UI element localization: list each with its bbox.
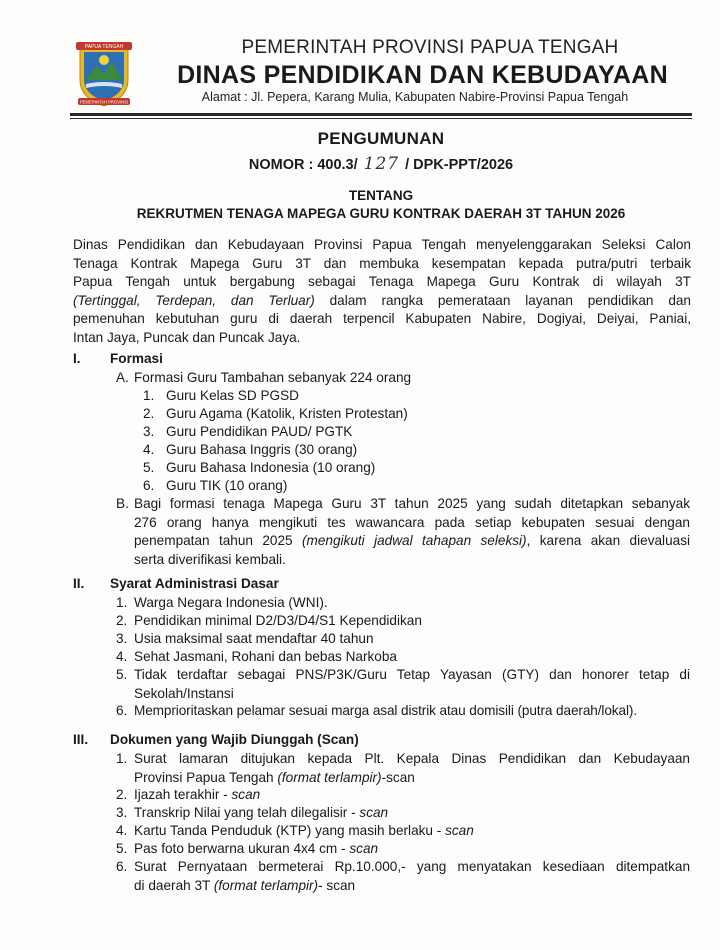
list-item (134, 822, 474, 841)
list-marker: 3. (116, 805, 128, 820)
intro-line: Papua Tengah untuk bergabung sebagai Tenaga Mapega Guru Kontrak di wilayah 3T (73, 274, 691, 289)
intro-rest: dalam rangka pemerataan layanan pendidikan dan (314, 292, 691, 308)
list-item: Pendidikan minimal D2/D3/D4/S1 Kependidikan (134, 613, 422, 628)
logo-banner-top: PAPUA TENGAH (84, 44, 124, 50)
announcement-subject: REKRUTMEN TENAGA MAPEGA GURU KONTRAK DAERAH 3T TAHUN 2026 (136, 206, 626, 221)
intro-line: pemenuhan kebutuhan guru di daerah terpencil Kabupaten Nabire, Dogiyai, Deiyai, Paniai, (73, 311, 691, 326)
item-line: Surat lamaran ditujukan kepada Plt. Kepala Dinas Pendidikan dan Kebudayaan (134, 751, 690, 766)
list-marker: 6. (143, 478, 155, 493)
item-text: -scan (381, 769, 415, 785)
list-marker: A. (116, 370, 129, 385)
item-italic: (mengikuti jadwal tahapan seleksi) (301, 533, 527, 548)
section-title: Syarat Administrasi Dasar (110, 576, 279, 591)
logo-banner-bottom: PEMERINTAH PROVINSI (79, 99, 129, 105)
list-item: Warga Negara Indonesia (WNI). (134, 595, 328, 610)
item-line (134, 877, 690, 896)
item-line (134, 769, 690, 788)
list-item: Formasi Guru Tambahan sebanyak 224 orang (134, 370, 412, 385)
item-italic: (format terlampir) (277, 769, 382, 785)
list-marker: 5. (116, 667, 128, 682)
list-item: Guru Bahasa Inggris (30 orang) (166, 442, 358, 457)
item-line: Bagi formasi tenaga Mapega Guru 3T tahun 2025 yang sudah ditetapkan sebanyak (134, 496, 690, 511)
item-line: serta diverifikasi kembali. (134, 551, 286, 567)
item-line: Tidak terdaftar sebagai PNS/P3K/Guru Tetap Yayasan (GTY) dan honorer tetap di (134, 667, 690, 682)
list-marker: 3. (116, 631, 128, 646)
list-marker: 1. (143, 388, 155, 403)
item-line (134, 532, 690, 551)
list-item (134, 804, 388, 823)
office-address: Alamat : Jl. Pepera, Karang Mulia, Kabupaten Nabire-Provinsi Papua Tengah (201, 90, 629, 104)
department-name: DINAS PENDIDIKAN DAN KEBUDAYAAN (177, 61, 668, 89)
list-item: Guru Kelas SD PGSD (166, 388, 299, 403)
list-item (134, 666, 690, 703)
government-name: PEMERINTAH PROVINSI PAPUA TENGAH (241, 37, 619, 58)
item-italic: scan (445, 823, 474, 838)
list-item: Guru Pendidikan PAUD/ PGTK (166, 424, 353, 439)
announcement-title: PENGUMUNAN (317, 129, 445, 148)
list-marker: 6. (116, 703, 128, 718)
list-marker: 4. (116, 823, 128, 838)
section-number: II. (73, 576, 85, 591)
list-item: Guru TIK (10 orang) (166, 478, 288, 493)
item-line: Sekolah/Instansi (134, 685, 234, 701)
intro-line: Intan Jaya, Puncak dan Puncak Jaya. (73, 329, 301, 345)
list-marker: 5. (116, 841, 128, 856)
list-marker: 3. (143, 424, 155, 439)
number-prefix: NOMOR : 400.3/ (248, 157, 358, 173)
item-italic: scan (359, 805, 389, 820)
list-item: Memprioritaskan pelamar sesuai marga asal distrik atau domisili (putra daerah/lokal). (134, 703, 637, 718)
item-text: , karena akan dievaluasi (526, 533, 691, 548)
list-item: Sehat Jasmani, Rohani dan bebas Narkoba (134, 649, 397, 664)
list-item: Guru Agama (Katolik, Kristen Protestan) (166, 406, 408, 421)
intro-line: Dinas Pendidikan dan Kebudayaan Provinsi Papua Tengah menyelenggarakan Seleksi Calon (73, 237, 691, 252)
list-marker: 4. (116, 649, 128, 664)
item-text: Ijazah terakhir - (134, 787, 232, 802)
document-number (70, 154, 692, 174)
list-marker: 2. (116, 613, 128, 628)
list-item: Usia maksimal saat mendaftar 40 tahun (134, 631, 374, 646)
list-marker: 1. (116, 595, 128, 610)
list-item (134, 495, 690, 569)
handwritten-number: 127 (363, 154, 400, 174)
province-emblem-icon (72, 40, 136, 108)
section-number: III. (73, 732, 89, 747)
list-item: Guru Bahasa Indonesia (10 orang) (166, 460, 376, 475)
list-marker: 5. (143, 460, 155, 475)
intro-paragraph (73, 236, 691, 347)
item-text: Provinsi Papua Tengah (134, 769, 278, 785)
list-marker: 2. (116, 787, 128, 802)
intro-italic: (Tertinggal, Terdepan, dan Terluar) (73, 292, 315, 308)
list-item (134, 858, 690, 895)
list-marker: 6. (116, 859, 128, 874)
item-italic: scan (349, 841, 379, 856)
list-marker: 1. (116, 751, 128, 766)
section-number: I. (73, 351, 81, 366)
intro-line (73, 292, 691, 311)
item-line: Surat Pernyataan bermeterai Rp.10.000,- yang menyatakan kesediaan ditempatkan (134, 859, 690, 874)
about-label: TENTANG (348, 188, 414, 203)
section-title: Dokumen yang Wajib Diunggah (Scan) (110, 732, 359, 747)
item-italic: scan (231, 787, 261, 802)
item-line: 276 orang hanya mengikuti tes wawancara pada setiap kebupaten sesuai dengan (134, 514, 690, 530)
item-italic: (format terlampir) (213, 877, 319, 893)
item-text: Pas foto berwarna ukuran 4x4 cm - (134, 841, 350, 856)
number-suffix: / DPK-PPT/2026 (405, 157, 514, 173)
list-item (134, 840, 378, 859)
list-marker: 2. (143, 406, 155, 421)
list-item (134, 786, 260, 805)
item-text: di daerah 3T (134, 877, 214, 893)
list-marker: B. (116, 496, 129, 511)
item-text: Transkrip Nilai yang telah dilegalisir - (134, 805, 360, 820)
item-text: - scan (318, 877, 356, 893)
intro-line: Tenaga Kontrak Mapega Guru 3T dan membuka kesempatan kepada putra/putri terbaik (73, 255, 691, 271)
section-title: Formasi (110, 351, 163, 366)
list-marker: 4. (143, 442, 155, 457)
list-item (134, 750, 690, 787)
letterhead-rule-thin (70, 118, 692, 119)
letterhead-rule-thick (70, 113, 692, 116)
item-text: penempatan tahun 2025 (134, 533, 302, 548)
item-text: Kartu Tanda Penduduk (KTP) yang masih berlaku - (134, 823, 446, 838)
